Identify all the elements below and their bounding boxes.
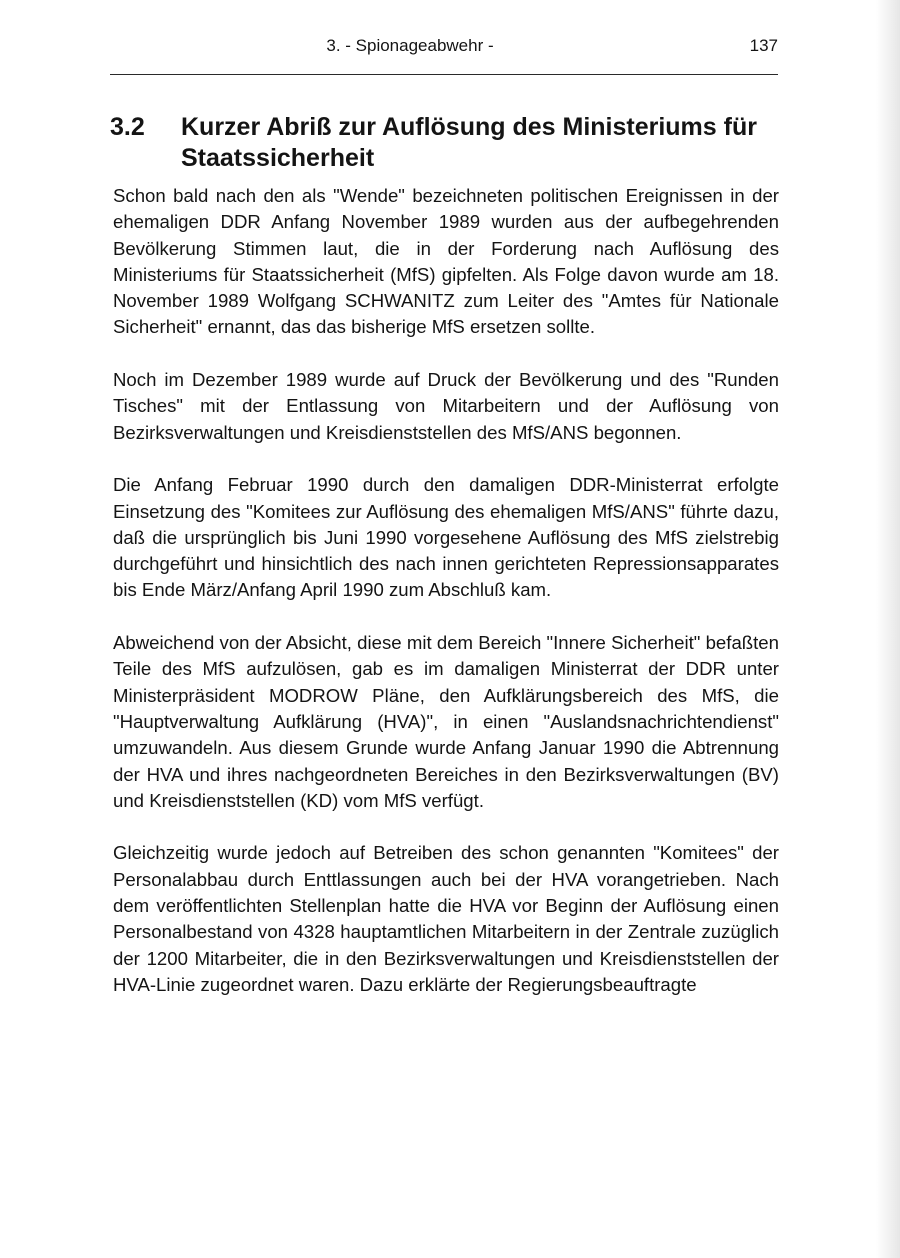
paragraph-5: Gleichzeitig wurde jedoch auf Betreiben des schon genannten "Komitees" der Personalabbau durch Enttlassungen auch bei der HVA vorangetrieben. Nach dem veröffentlichten Stellenplan hatte die HVA vor Beginn der Auflösung einen Personalbestand von 4328 hauptamtlichen Mitarbeitern in der Zentrale zuzüglich der 1200 Mitarbeiter, die in den Bezirksverwaltungen und Kreisdienststellen der HVA-Linie zugeordnet waren. Dazu erklärte der Regierungsbeauftragte [113, 842, 779, 995]
paragraph-3: Die Anfang Februar 1990 durch den damaligen DDR-Ministerrat erfolgte Einsetzung des "Komitees zur Auflösung des ehemaligen MfS/ANS" führte dazu, daß die ursprünglich bis Juni 1990 vorgesehene Auflösung des MfS zielstrebig durchgeführt und hinsichtlich des nach innen gerichteten Repressionsapparates bis Ende März/Anfang April 1990 zum Abschluß kam. [113, 474, 779, 601]
section-number: 3.2 [110, 113, 145, 141]
paragraph-4: Abweichend von der Absicht, diese mit dem Bereich "Innere Sicherheit" befaßten Teile des MfS aufzulösen, gab es im damaligen Ministerrat der DDR unter Ministerpräsident MODROW Pläne, den Aufklärungsbereich des MfS, die "Hauptverwaltung Aufklärung (HVA)", in einen "Auslandsnachrichtendienst" umzuwandeln. Aus diesem Grunde wurde Anfang Januar 1990 die Abtrennung der HVA und ihres nachgeordneten Bereiches in den Bezirksverwaltungen (BV) und Kreisdienststellen (KD) vom MfS verfügt. [113, 632, 779, 811]
page-number: 137 [749, 36, 778, 55]
body-text [113, 183, 779, 998]
paragraph-1: Schon bald nach den als "Wende" bezeichneten politischen Ereignissen in der ehemaligen DDR Anfang November 1989 wurden aus der aufbegehrenden Bevölkerung Stimmen laut, die in der Forderung nach Auflösung des Ministeriums für Staatssicherheit (MfS) gipfelten. Als Folge davon wurde am 18. November 1989 Wolfgang SCHWANITZ zum Leiter des "Amtes für Nationale Sicherheit" ernannt, das das bisherige MfS ersetzen sollte. [113, 185, 779, 338]
header-rule [110, 74, 778, 75]
paragraph-2: Noch im Dezember 1989 wurde auf Druck der Bevölkerung und des "Runden Tisches" mit der Entlassung von Mitarbeitern und der Auflösung von Bezirksverwaltungen und Kreisdienststellen des MfS/ANS begonnen. [113, 369, 779, 443]
section-title: Kurzer Abriß zur Auflösung des Ministeriums für Staatssicherheit [181, 113, 757, 172]
running-title: 3. - Spionageabwehr - [326, 36, 494, 55]
page-edge-shadow [876, 0, 900, 1258]
running-header [110, 36, 778, 62]
